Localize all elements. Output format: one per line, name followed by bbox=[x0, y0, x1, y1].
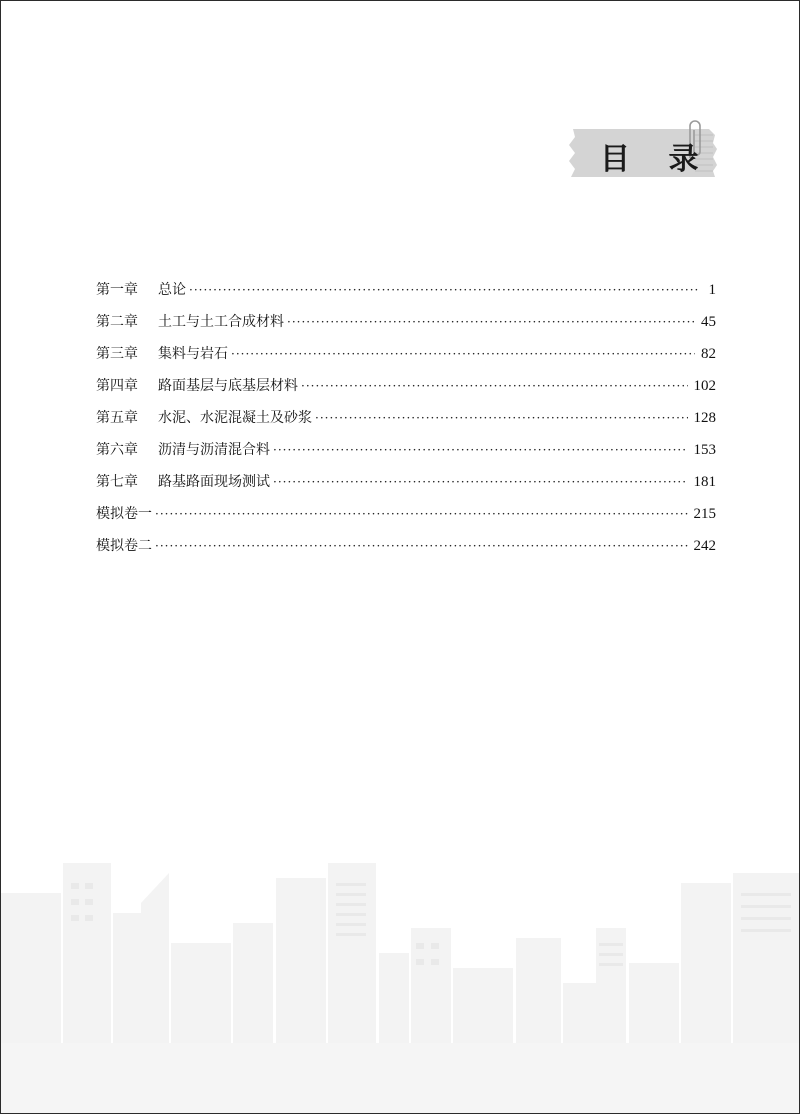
table-of-contents bbox=[96, 279, 716, 567]
toc-leader-dots bbox=[301, 379, 688, 393]
toc-chapter-number: 第六章 bbox=[96, 442, 138, 458]
toc-leader-dots bbox=[189, 283, 700, 297]
toc-leader-dots bbox=[155, 539, 688, 553]
toc-entry[interactable] bbox=[96, 343, 716, 375]
toc-chapter-title: 总论 bbox=[158, 282, 186, 298]
toc-entry[interactable] bbox=[96, 375, 716, 407]
toc-page-number: 1 bbox=[708, 282, 716, 298]
toc-page-number: 45 bbox=[701, 314, 716, 330]
toc-entry[interactable] bbox=[96, 311, 716, 343]
page-title: 目 录 bbox=[600, 142, 713, 177]
toc-page-number: 128 bbox=[693, 410, 716, 426]
toc-entry[interactable] bbox=[96, 503, 716, 535]
toc-entry[interactable] bbox=[96, 407, 716, 439]
toc-leader-dots bbox=[273, 443, 688, 457]
toc-entry[interactable] bbox=[96, 279, 716, 311]
toc-leader-dots bbox=[231, 347, 695, 361]
toc-entry-label bbox=[96, 439, 270, 459]
toc-chapter-number: 第四章 bbox=[96, 378, 138, 394]
toc-leader-dots bbox=[315, 411, 688, 425]
toc-chapter-title: 沥清与沥清混合料 bbox=[158, 442, 270, 458]
toc-chapter-title: 模拟卷二 bbox=[96, 538, 152, 554]
toc-chapter-number: 第三章 bbox=[96, 346, 138, 362]
toc-entry-label bbox=[96, 407, 312, 427]
toc-page-number: 153 bbox=[693, 442, 716, 458]
toc-entry[interactable] bbox=[96, 535, 716, 567]
toc-entry-label bbox=[96, 375, 298, 395]
toc-entry-label bbox=[96, 343, 228, 363]
toc-chapter-number: 第一章 bbox=[96, 282, 138, 298]
toc-chapter-title: 水泥、水泥混凝土及砂浆 bbox=[158, 410, 312, 426]
toc-entry[interactable] bbox=[96, 471, 716, 503]
toc-leader-dots bbox=[273, 475, 688, 489]
toc-chapter-title: 土工与土工合成材料 bbox=[158, 314, 284, 330]
toc-chapter-title: 路基路面现场测试 bbox=[158, 474, 270, 490]
toc-page-number: 181 bbox=[693, 474, 716, 490]
toc-entry-label bbox=[96, 503, 152, 523]
toc-page-number: 82 bbox=[701, 346, 716, 362]
toc-entry-label bbox=[96, 471, 270, 491]
toc-chapter-number: 第二章 bbox=[96, 314, 138, 330]
city-skyline-decoration bbox=[1, 843, 799, 1113]
toc-chapter-number: 第五章 bbox=[96, 410, 138, 426]
toc-page-number: 102 bbox=[693, 378, 716, 394]
toc-chapter-title: 模拟卷一 bbox=[96, 506, 152, 522]
toc-entry[interactable] bbox=[96, 439, 716, 471]
toc-page-number: 215 bbox=[693, 506, 716, 522]
toc-page-number: 242 bbox=[693, 538, 716, 554]
toc-entry-label bbox=[96, 279, 186, 299]
toc-entry-label bbox=[96, 535, 152, 555]
toc-chapter-number: 第七章 bbox=[96, 474, 138, 490]
toc-chapter-title: 路面基层与底基层材料 bbox=[158, 378, 298, 394]
toc-chapter-title: 集料与岩石 bbox=[158, 346, 228, 362]
toc-entry-label bbox=[96, 311, 284, 331]
toc-leader-dots bbox=[155, 507, 688, 521]
toc-leader-dots bbox=[287, 315, 695, 329]
